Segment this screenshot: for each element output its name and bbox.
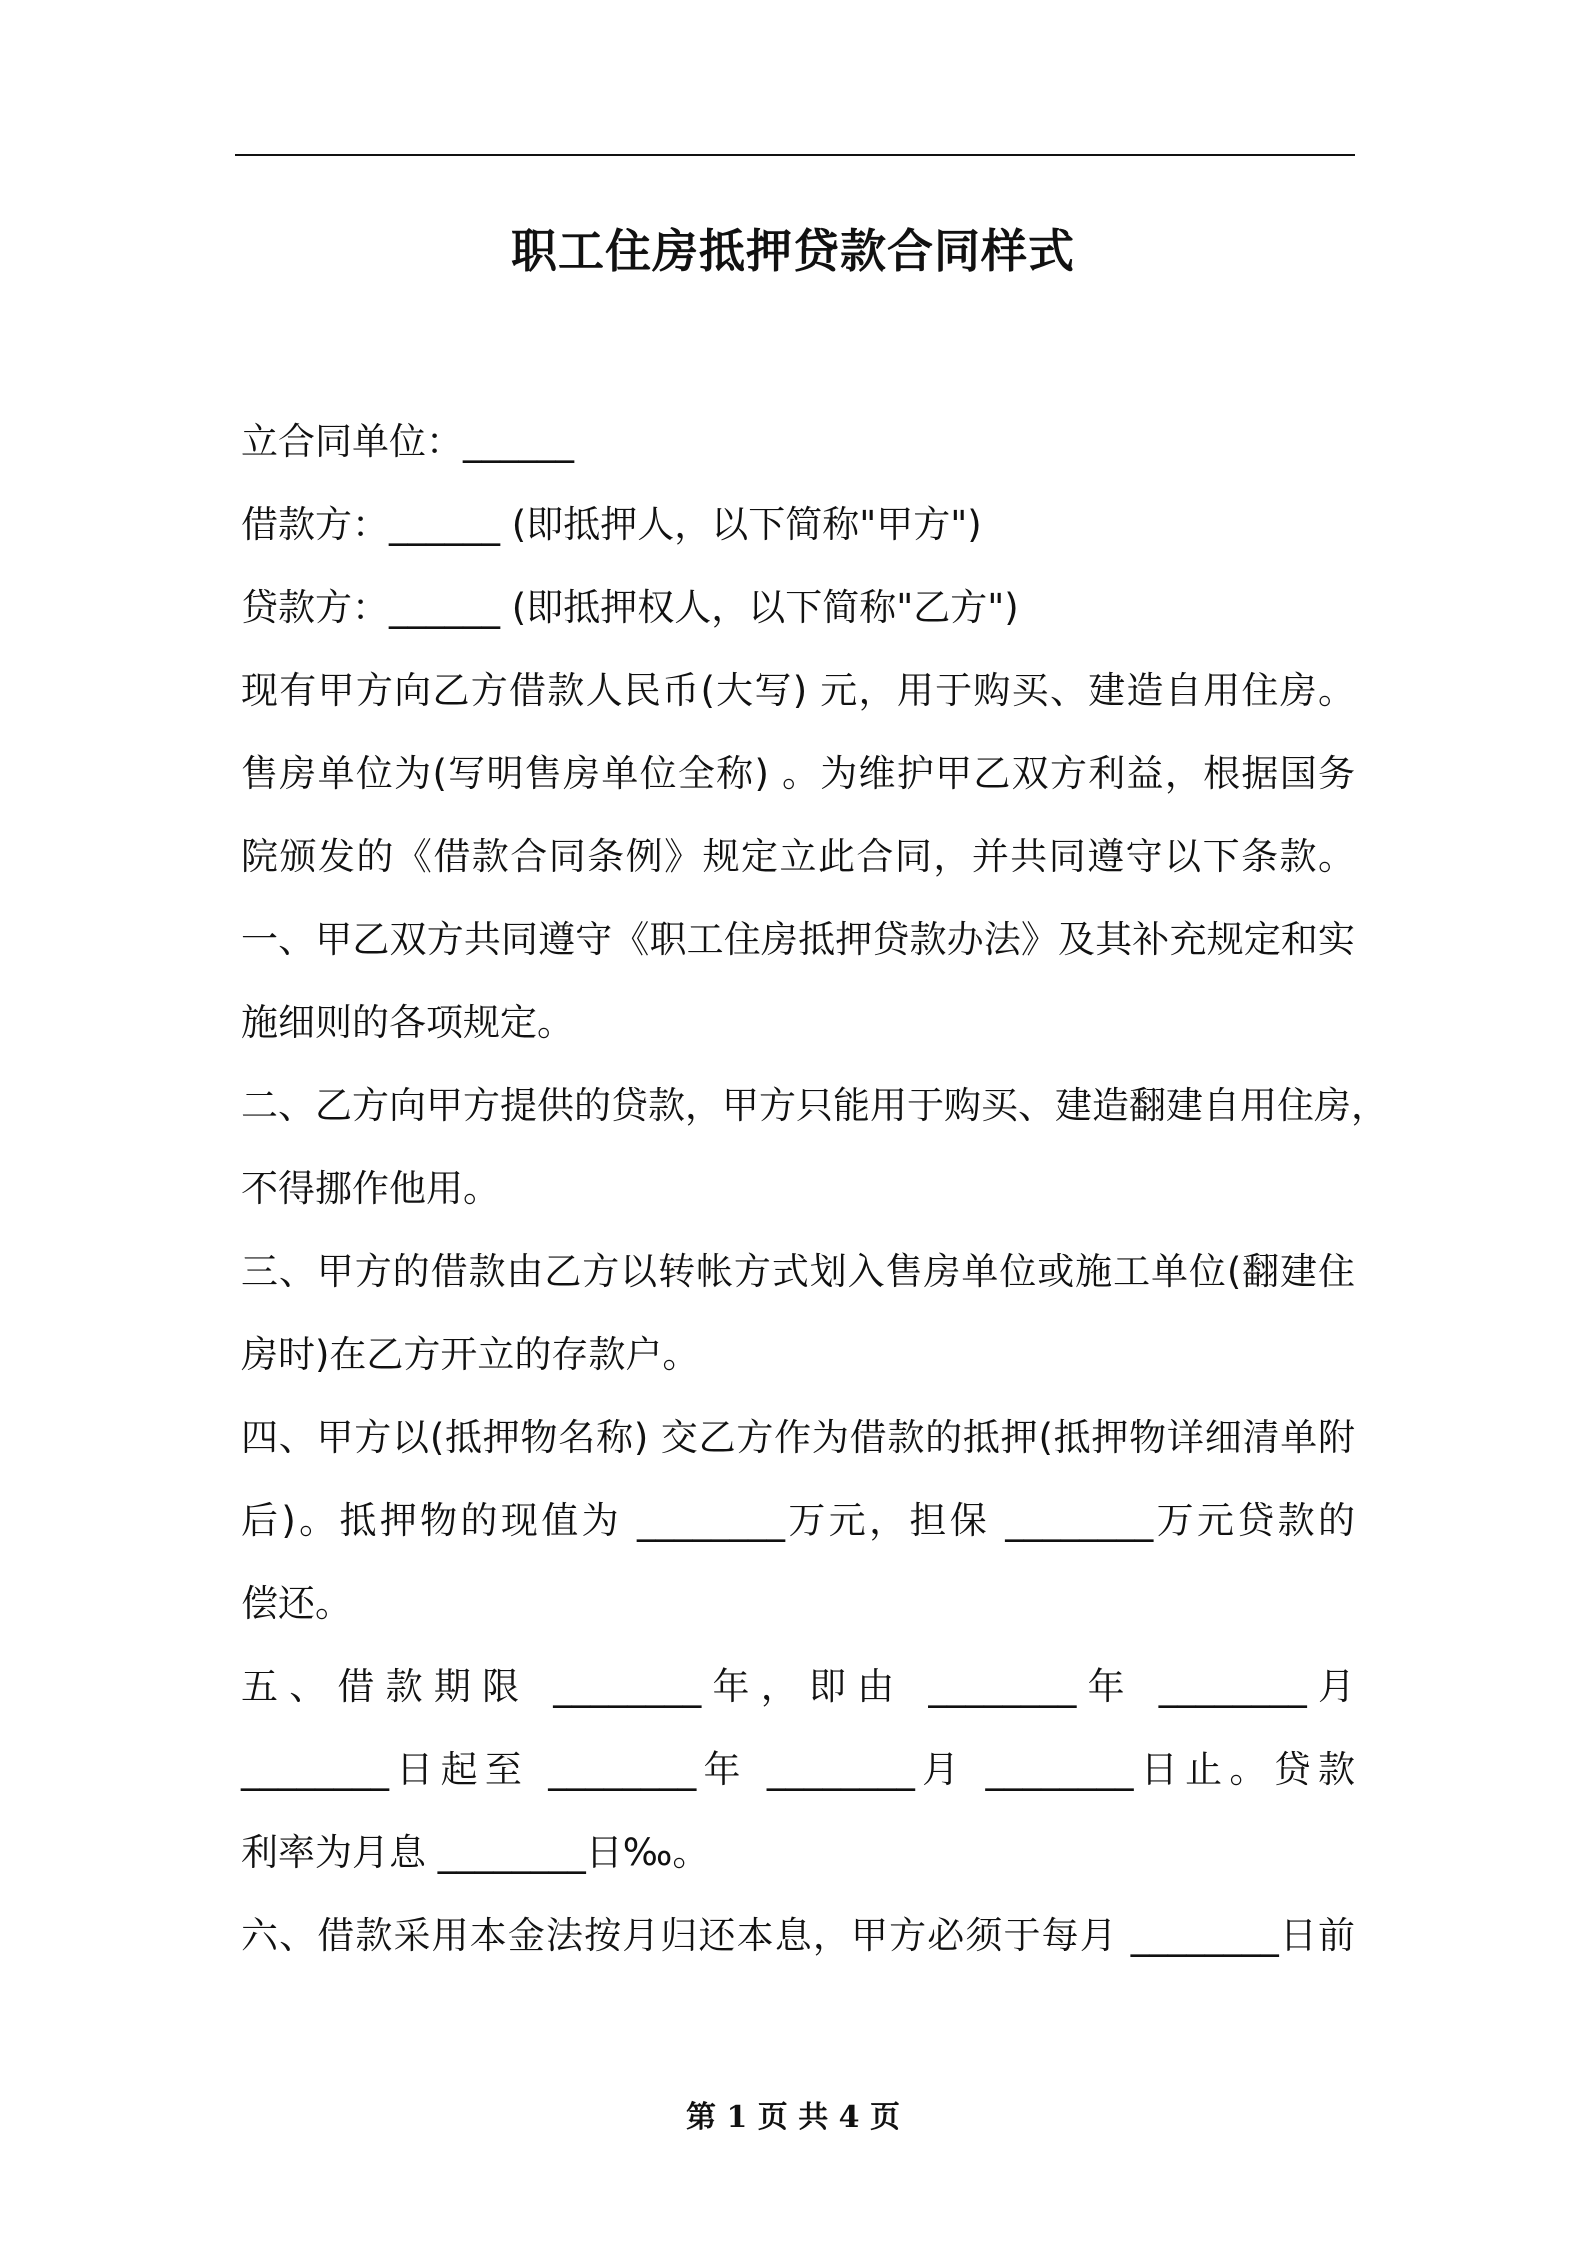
header-rule	[235, 154, 1355, 156]
paragraph-line: 二、乙方向甲方提供的贷款，甲方只能用于购买、建造翻建自用住房，	[241, 1084, 1388, 1127]
paragraph-line: 偿还。	[241, 1582, 352, 1625]
document-title: 职工住房抵押贷款合同样式	[511, 224, 1075, 278]
paragraph-line: 院颁发的《借款合同条例》规定立此合同，并共同遵守以下条款。	[241, 835, 1355, 878]
paragraph-line: 五、借款期限 ________年，即由 ________年 ________月	[241, 1665, 1355, 1708]
document-body	[241, 400, 1388, 1977]
paragraph-line: 不得挪作他用。	[241, 1167, 500, 1210]
page-number: 第 1 页 共 4 页	[686, 2100, 900, 2135]
paragraph-line: ________日起至 ________年 ________月 ________日止。贷款	[241, 1748, 1355, 1791]
paragraph-line: 立合同单位：______	[241, 420, 574, 463]
paragraph-line: 房时)在乙方开立的存款户。	[241, 1333, 700, 1376]
paragraph-line: 现有甲方向乙方借款人民币(大写) 元，用于购买、建造自用住房。	[241, 669, 1355, 712]
paragraph-line: 后)。抵押物的现值为 ________万元，担保 ________万元贷款的	[241, 1499, 1355, 1542]
paragraph-line: 售房单位为(写明售房单位全称) 。为维护甲乙双方利益，根据国务	[241, 752, 1355, 795]
paragraph-line: 四、甲方以(抵押物名称) 交乙方作为借款的抵押(抵押物详细清单附	[241, 1416, 1355, 1459]
paragraph-line: 三、甲方的借款由乙方以转帐方式划入售房单位或施工单位(翻建住	[241, 1250, 1355, 1293]
paragraph-line: 施细则的各项规定。	[241, 1001, 574, 1044]
paragraph-line: 利率为月息 ________日‰。	[241, 1831, 710, 1874]
paragraph-line: 贷款方：______ (即抵押权人，以下简称"乙方")	[241, 586, 1019, 629]
paragraph-line: 六、借款采用本金法按月归还本息，甲方必须于每月 ________日前	[241, 1914, 1355, 1957]
paragraph-line: 一、甲乙双方共同遵守《职工住房抵押贷款办法》及其补充规定和实	[241, 918, 1355, 961]
paragraph-line: 借款方：______ (即抵押人，以下简称"甲方")	[241, 503, 982, 546]
